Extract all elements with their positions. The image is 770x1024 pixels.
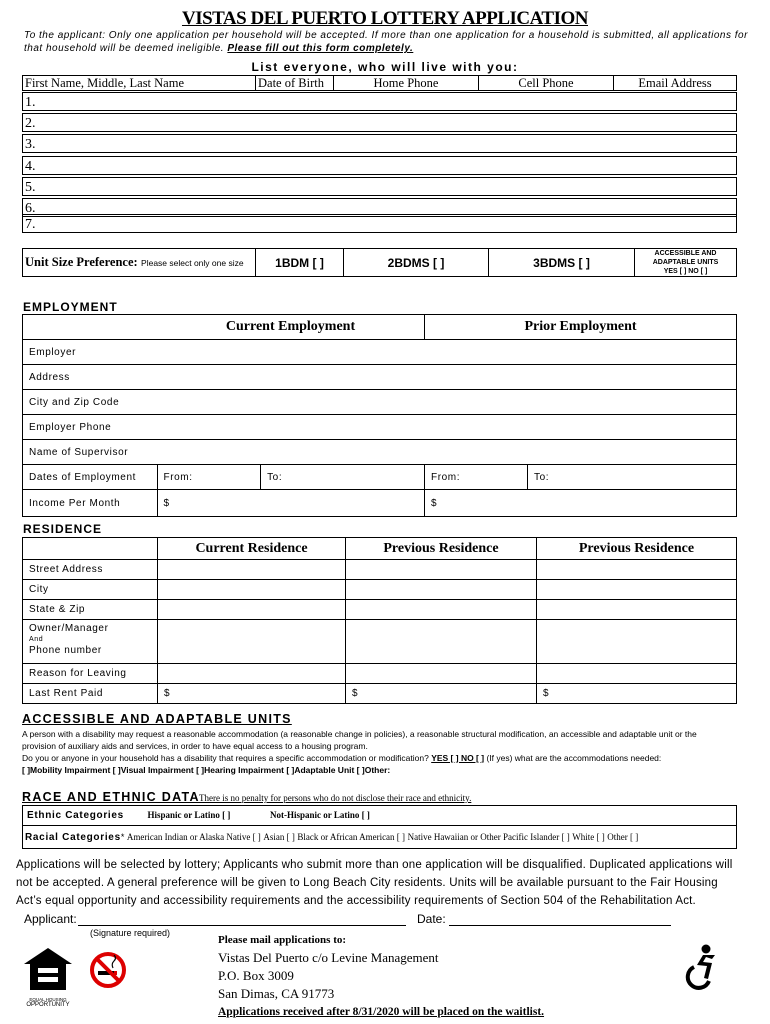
- res-owner-label: Owner/Manager: [29, 623, 109, 634]
- ethnic-row: [23, 806, 737, 826]
- res-cell[interactable]: [346, 620, 537, 664]
- racial-row: [23, 826, 737, 849]
- res-cell[interactable]: [346, 560, 537, 580]
- accessible-line-2: provision of auxiliary aids and services, in order to have equal access to a housing program.: [22, 741, 368, 751]
- res-corner: [23, 538, 158, 560]
- res-cell[interactable]: [158, 560, 346, 580]
- res-cell[interactable]: [537, 560, 737, 580]
- emp-phone-label: Employer Phone: [23, 415, 737, 440]
- equal-housing-icon: [22, 946, 74, 1006]
- emp-current-header: Current Employment: [157, 315, 425, 340]
- res-previous-header-1: Previous Residence: [346, 538, 537, 560]
- res-cell[interactable]: [158, 620, 346, 664]
- racial-black[interactable]: Black or African American [ ]: [297, 831, 406, 842]
- accessible-body: [22, 728, 742, 776]
- res-cell[interactable]: [537, 620, 737, 664]
- emp-prior-from[interactable]: From:: [425, 465, 528, 490]
- race-table: [22, 805, 737, 849]
- res-owner-and: And: [29, 636, 44, 643]
- unit-accessible[interactable]: [635, 249, 737, 277]
- emp-current-from[interactable]: From:: [157, 465, 261, 490]
- household-row[interactable]: 1.: [22, 92, 737, 111]
- racial-pacific-islander[interactable]: Native Hawaiian or Other Pacific Islander [ ]: [407, 831, 570, 842]
- unit-3bdms[interactable]: 3BDMS [ ]: [489, 249, 635, 277]
- accessible-question-tail: (If yes) what are the accommodations needed:: [486, 753, 662, 763]
- accessible-impairment-options[interactable]: [ ]Mobility Impairment [ ]Visual Impairment [ ]Hearing Impairment [ ]Adaptable Unit [ ]Other:: [22, 765, 391, 775]
- racial-other[interactable]: Other [ ]: [607, 831, 639, 842]
- res-rent-prev2[interactable]: $: [537, 684, 737, 704]
- ethnic-label: Ethnic Categories: [27, 810, 124, 821]
- res-rent-label: Last Rent Paid: [23, 684, 158, 704]
- race-section-title: RACE AND ETHNIC DATA: [22, 790, 200, 804]
- col-email: Email Address: [614, 76, 737, 91]
- emp-employer-label: Employer: [23, 340, 737, 365]
- racial-white[interactable]: White [ ]: [572, 831, 605, 842]
- unit-size-hint: Please select only one size: [141, 258, 244, 268]
- col-cell-phone: Cell Phone: [479, 76, 614, 91]
- eho-text-1: EQUAL HOUSING: [29, 997, 67, 1002]
- intro-instructions: To the applicant: Only one application per household will be accepted. If more than one application for a household is submitted, all applications for that household will be deemed ineligible.: [24, 30, 748, 54]
- no-smoking-icon: [89, 950, 127, 990]
- res-owner-phone: Phone number: [29, 645, 102, 656]
- accessibility-icon: [682, 943, 722, 991]
- unit-size-label-cell: [23, 249, 256, 277]
- res-rent-current[interactable]: $: [158, 684, 346, 704]
- col-home-phone: Home Phone: [334, 76, 479, 91]
- racial-asterisk: *: [120, 831, 125, 842]
- unit-2bdms[interactable]: 2BDMS [ ]: [344, 249, 489, 277]
- footer-text: Applications will be selected by lottery; Applicants who submit more than one application will be disqualified. Duplicated applications will not be accepted. A general preference will be given to Long Beach City residents. Units will be available pursuant to the Fair Housing Act’s equal opportunity and accessibility requirements and the accessibility requirements of Section 504 of the Rehabilitation Act.: [16, 859, 733, 907]
- emp-corner: [23, 315, 158, 340]
- emp-city-zip-label: City and Zip Code: [23, 390, 737, 415]
- res-cell[interactable]: [346, 580, 537, 600]
- household-row[interactable]: 4.: [22, 156, 737, 175]
- race-note: There is no penalty for persons who do not disclose their race and ethnicity.: [199, 793, 472, 803]
- employment-table: [22, 314, 737, 517]
- res-current-header: Current Residence: [158, 538, 346, 560]
- res-cell[interactable]: [158, 664, 346, 684]
- res-cell[interactable]: [537, 580, 737, 600]
- intro-text: [24, 29, 759, 55]
- emp-dates-label: Dates of Employment: [23, 465, 158, 490]
- eho-text-2: OPPORTUNITY: [26, 1002, 70, 1008]
- accessible-units-choice[interactable]: YES [ ] NO [ ]: [663, 268, 708, 275]
- emp-income-label: Income Per Month: [23, 490, 158, 517]
- household-row[interactable]: 2.: [22, 113, 737, 132]
- res-city-label: City: [23, 580, 158, 600]
- emp-current-income[interactable]: $: [157, 490, 425, 517]
- household-row[interactable]: 5.: [22, 177, 737, 196]
- household-row[interactable]: 7.: [22, 214, 737, 233]
- emp-prior-to[interactable]: To:: [528, 465, 737, 490]
- applicant-signature-line[interactable]: [78, 925, 406, 926]
- date-label: Date:: [417, 912, 446, 926]
- mail-line-3: San Dimas, CA 91773: [218, 986, 335, 1001]
- racial-asian[interactable]: Asian [ ]: [263, 831, 295, 842]
- date-line[interactable]: [449, 925, 671, 926]
- household-heading: List everyone, who will live with you:: [251, 60, 519, 74]
- col-dob: Date of Birth: [256, 76, 334, 91]
- household-row[interactable]: 6.: [22, 198, 737, 217]
- accessible-line-3: [22, 752, 742, 764]
- res-street-label: Street Address: [23, 560, 158, 580]
- emp-supervisor-label: Name of Supervisor: [23, 440, 737, 465]
- residence-section-title: RESIDENCE: [23, 522, 103, 536]
- res-cell[interactable]: [158, 600, 346, 620]
- accessible-section-title: ACCESSIBLE AND ADAPTABLE UNITS: [22, 712, 292, 726]
- res-cell[interactable]: [537, 600, 737, 620]
- accessible-question: Do you or anyone in your household has a disability that requires a specific accommodation or modification?: [22, 753, 429, 763]
- res-cell[interactable]: [158, 580, 346, 600]
- racial-american-indian[interactable]: American Indian or Alaska Native [ ]: [126, 831, 261, 842]
- mail-block: [218, 931, 544, 1021]
- applicant-label: Applicant:: [24, 912, 77, 926]
- unit-size-label: Unit Size Preference:: [25, 255, 138, 269]
- res-cell[interactable]: [346, 600, 537, 620]
- ethnic-not-hispanic[interactable]: Not-Hispanic or Latino [ ]: [270, 810, 370, 820]
- mail-heading: Please mail applications to:: [218, 934, 347, 946]
- accessible-line-1: A person with a disability may request a reasonable accommodation (a reasonable change in policies), a reasonable structural modification, an accessible and adaptable unit or the: [22, 729, 697, 739]
- mail-line-2: P.O. Box 3009: [218, 968, 294, 983]
- household-row[interactable]: 3.: [22, 134, 737, 153]
- res-rent-prev1[interactable]: $: [346, 684, 537, 704]
- emp-prior-header: Prior Employment: [425, 315, 737, 340]
- res-state-zip-label: State & Zip: [23, 600, 158, 620]
- res-owner-label-cell: [23, 620, 158, 664]
- form-title: VISTAS DEL PUERTO LOTTERY APPLICATION: [181, 8, 588, 29]
- signature-required: (Signature required): [90, 928, 171, 938]
- ethnic-hispanic[interactable]: Hispanic or Latino [ ]: [147, 810, 231, 820]
- res-previous-header-2: Previous Residence: [537, 538, 737, 560]
- col-name: First Name, Middle, Last Name: [23, 76, 256, 91]
- mail-waitlist-note: Applications received after 8/31/2020 will be placed on the waitlist.: [218, 1006, 545, 1018]
- res-cell[interactable]: [346, 664, 537, 684]
- accessible-yes-no[interactable]: YES [ ] NO [ ]: [431, 753, 485, 763]
- emp-current-to[interactable]: To:: [261, 465, 425, 490]
- accessible-units-label: ACCESSIBLE AND ADAPTABLE UNITS: [652, 250, 719, 266]
- res-reason-label: Reason for Leaving: [23, 664, 158, 684]
- racial-label: Racial Categories: [25, 831, 121, 843]
- unit-size-table: [22, 248, 737, 277]
- intro-emphasis: Please fill out this form completely.: [227, 43, 414, 54]
- employment-section-title: EMPLOYMENT: [23, 300, 118, 314]
- household-table-header: [22, 75, 737, 91]
- residence-table: [22, 537, 737, 704]
- res-cell[interactable]: [537, 664, 737, 684]
- emp-address-label: Address: [23, 365, 737, 390]
- mail-line-1: Vistas Del Puerto c/o Levine Management: [218, 950, 439, 965]
- unit-1bdm[interactable]: 1BDM [ ]: [256, 249, 344, 277]
- emp-prior-income[interactable]: $: [425, 490, 737, 517]
